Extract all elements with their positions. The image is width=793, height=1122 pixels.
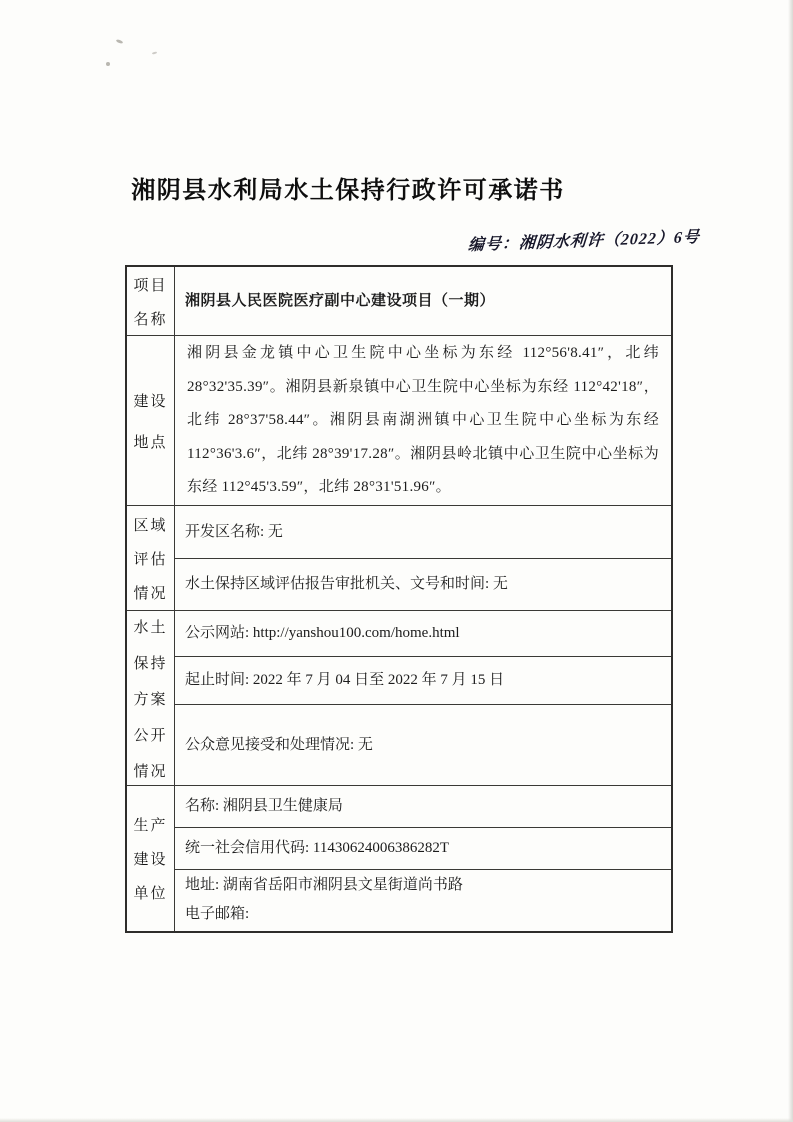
row-content — [175, 786, 671, 931]
header-line: 情况 — [133, 585, 168, 602]
header-line: 名称 — [133, 311, 168, 328]
cell-unit-address-email — [175, 870, 671, 931]
cell-publicity-period: 起止时间: 2022 年 7 月 04 日至 2022 年 7 月 15 日 — [175, 657, 671, 705]
cell-project-name: 湘阴县人民医院医疗副中心建设项目（一期） — [185, 292, 496, 309]
cell-public-opinion-handling: 公众意见接受和处理情况: 无 — [185, 736, 373, 753]
header-line: 建设 — [133, 852, 168, 868]
header-line: 区域 — [133, 517, 168, 534]
header-line: 生产 — [133, 818, 168, 834]
header-line: 情况 — [133, 763, 168, 780]
row-content — [175, 267, 671, 335]
row-header-project-name — [127, 267, 175, 335]
cell-unit-address: 地址: 湖南省岳阳市湘阴县文星街道尚书路 — [185, 877, 463, 894]
cell-unit-credit-code: 统一社会信用代码: 11430624006386282T — [175, 828, 671, 870]
header-line: 单位 — [133, 886, 168, 902]
scan-edge-shadow — [788, 0, 793, 1122]
cell-construction-location: 湘阴县金龙镇中心卫生院中心坐标为东经 112°56'8.41″，北纬 28°32'35.39″。湘阴县新泉镇中心卫生院中心坐标为东经 112°42'18″，北纬 28°37'58.44″。湘阴县南湖洲镇中心卫生院中心坐标为东经 112°36'3.6″，北纬 28°39'17.28″。湘阴县岭北镇中心卫生院中心坐标为东经 112°45'3.59″，北纬 28°31'51.96″。 — [187, 345, 659, 495]
scan-edge-shadow — [0, 1118, 793, 1122]
scan-artifact — [152, 51, 157, 54]
cell-assessment-report-approval: 水土保持区域评估报告审批机关、文号和时间: 无 — [185, 576, 508, 592]
row-construction-unit — [127, 786, 671, 931]
document-number-label: 编号： — [467, 235, 520, 255]
header-line: 评估 — [133, 551, 168, 568]
row-header-construction-location — [127, 336, 175, 505]
row-header-construction-unit — [127, 786, 175, 931]
header-line: 项目 — [133, 277, 168, 294]
header-line: 公开 — [133, 727, 168, 744]
permit-form-table — [125, 265, 673, 933]
cell-unit-name: 名称: 湘阴县卫生健康局 — [175, 786, 671, 828]
row-construction-location — [127, 336, 671, 506]
header-line: 地点 — [133, 434, 168, 451]
document-number-value: 湘阴水利许（2022）6号 — [518, 228, 701, 253]
document-title: 湘阴县水利局水土保持行政许可承诺书 — [131, 177, 565, 204]
scan-artifact — [116, 39, 124, 44]
scan-artifact — [106, 62, 110, 66]
cell-publicity-website: 公示网站: http://yanshou100.com/home.html — [175, 611, 671, 657]
row-plan-publicity — [127, 611, 671, 786]
row-content — [175, 506, 671, 610]
header-line: 建设 — [133, 393, 168, 410]
cell-development-zone-name: 开发区名称: 无 — [175, 506, 671, 559]
header-line: 水土 — [133, 619, 168, 636]
row-project-name — [127, 267, 671, 336]
row-header-regional-assessment — [127, 506, 175, 610]
cell-unit-email: 电子邮箱: — [185, 905, 250, 922]
row-content — [175, 336, 671, 505]
header-line: 方案 — [133, 691, 168, 708]
row-header-plan-publicity — [127, 611, 175, 785]
row-content — [175, 611, 671, 785]
document-number — [468, 224, 701, 255]
header-line: 保持 — [133, 655, 168, 672]
row-regional-assessment — [127, 506, 671, 611]
